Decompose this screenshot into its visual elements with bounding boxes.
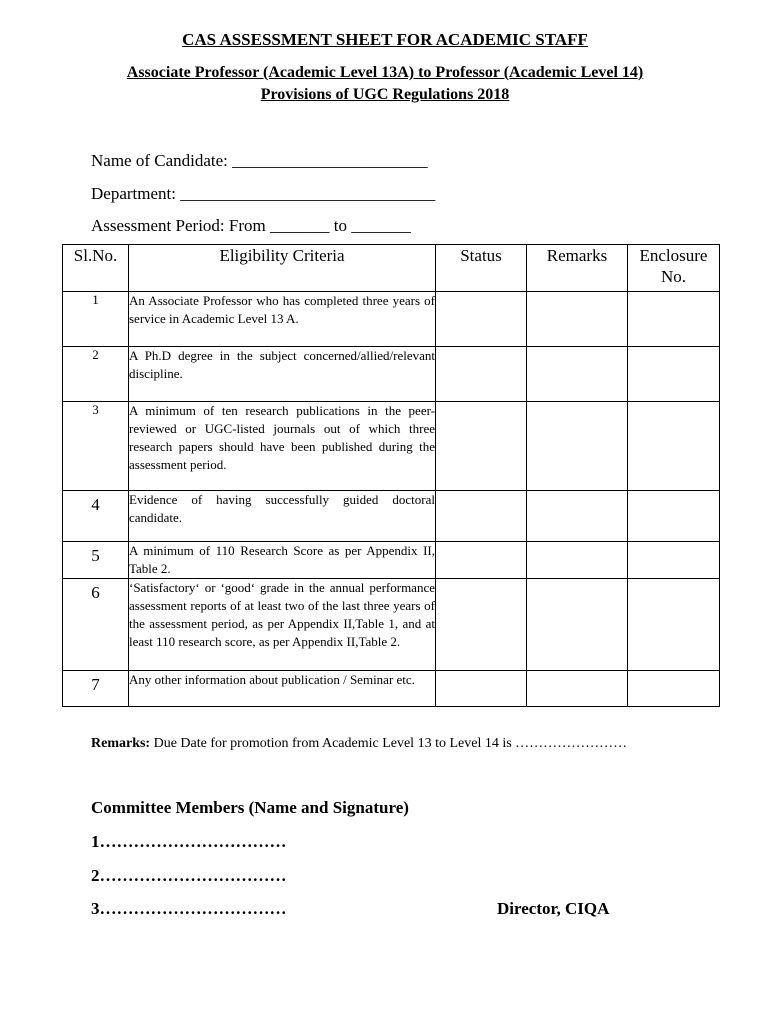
row-enclosure-cell: [628, 671, 720, 707]
row-criteria: A Ph.D degree in the subject concerned/allied/relevant discipline.: [129, 347, 436, 402]
row-status-cell: [436, 671, 527, 707]
row-slno: 2: [63, 347, 129, 402]
header-slno: Sl.No.: [63, 245, 129, 292]
row-enclosure-cell: [628, 579, 720, 671]
eligibility-table: [62, 244, 720, 707]
row-enclosure-cell: [628, 292, 720, 347]
remarks-label: Remarks:: [91, 736, 151, 751]
table-row: [63, 491, 720, 542]
row-remarks-cell: [527, 542, 628, 579]
row-enclosure-cell: [628, 542, 720, 579]
row-criteria: Any other information about publication / Seminar etc.: [129, 671, 436, 707]
assessment-period-field: Assessment Period: From _______ to _______: [91, 216, 411, 235]
row-remarks-cell: [527, 292, 628, 347]
row-status-cell: [436, 347, 527, 402]
director-signatory: Director, CIQA: [497, 899, 610, 918]
remarks-text: Due Date for promotion from Academic Level 13 to Level 14 is ……………………: [150, 736, 628, 751]
row-criteria: A minimum of 110 Research Score as per Appendix II, Table 2.: [129, 542, 436, 579]
row-enclosure-cell: [628, 347, 720, 402]
committee-signature-line-1: 1……………………………: [91, 832, 287, 851]
row-slno: 7: [63, 671, 129, 707]
table-row: [63, 402, 720, 491]
committee-signature-line-2: 2……………………………: [91, 866, 287, 885]
candidate-name-field: Name of Candidate: _______________________: [91, 151, 428, 170]
row-remarks-cell: [527, 402, 628, 491]
row-slno: 3: [63, 402, 129, 491]
row-remarks-cell: [527, 579, 628, 671]
header-status: Status: [436, 245, 527, 292]
row-slno: 4: [63, 491, 129, 542]
document-provisions: Provisions of UGC Regulations 2018: [260, 86, 510, 103]
document-subtitle: Associate Professor (Academic Level 13A) to Professor (Academic Level 14): [126, 64, 644, 81]
row-criteria: An Associate Professor who has completed three years of service in Academic Level 13 A.: [129, 292, 436, 347]
department-field: Department: ______________________________: [91, 184, 436, 203]
row-remarks-cell: [527, 671, 628, 707]
row-criteria: ‘Satisfactory‘ or ‘good‘ grade in the annual performance assessment reports of at least two of the last three years of the assessment period, as per Appendix II,Table 1, and at least 110 research score, as per Appendix II,Table 2.: [129, 579, 436, 671]
table-row: [63, 542, 720, 579]
row-enclosure-cell: [628, 402, 720, 491]
row-slno: 6: [63, 579, 129, 671]
committee-signature-line-3: 3……………………………: [91, 899, 287, 918]
committee-heading: Committee Members (Name and Signature): [91, 798, 409, 817]
table-header-row: [63, 245, 720, 292]
header-eligibility-criteria: Eligibility Criteria: [129, 245, 436, 292]
row-status-cell: [436, 542, 527, 579]
table-row: [63, 347, 720, 402]
row-remarks-cell: [527, 347, 628, 402]
header-enclosure-no: Enclosure No.: [628, 245, 720, 292]
row-status-cell: [436, 292, 527, 347]
row-enclosure-cell: [628, 491, 720, 542]
header-remarks: Remarks: [527, 245, 628, 292]
row-status-cell: [436, 491, 527, 542]
remarks-note: [91, 736, 627, 752]
row-slno: 5: [63, 542, 129, 579]
row-status-cell: [436, 402, 527, 491]
row-status-cell: [436, 579, 527, 671]
row-criteria: A minimum of ten research publications in the peer- reviewed or UGC-listed journals out of which three research papers should have been published during the assessment period.: [129, 402, 436, 491]
table-row: [63, 671, 720, 707]
table-row: [63, 579, 720, 671]
row-remarks-cell: [527, 491, 628, 542]
row-slno: 1: [63, 292, 129, 347]
table-row: [63, 292, 720, 347]
row-criteria: Evidence of having successfully guided doctoral candidate.: [129, 491, 436, 542]
document-title: CAS ASSESSMENT SHEET FOR ACADEMIC STAFF: [182, 30, 588, 49]
